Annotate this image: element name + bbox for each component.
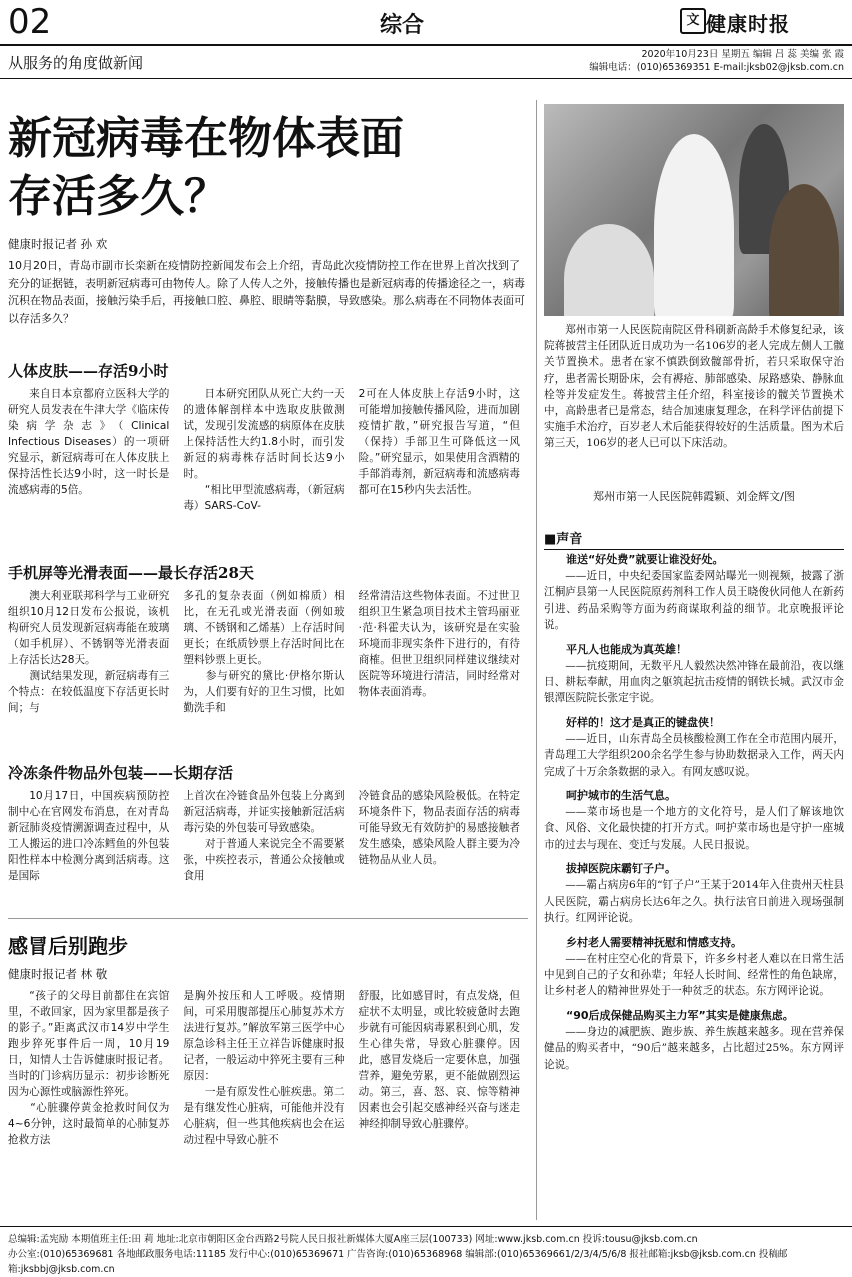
slogan: 从服务的角度做新闻	[8, 54, 144, 72]
section-skin-body	[8, 386, 520, 550]
article2-col-2: 是胸外按压和人工呼吸。疫情期间，可采用腹部提压心肺复苏术方法进行复苏。”解放军第三医学中心原急诊科主任王立祥告诉健康时报记者，一般运动中猝死主要有三种原因： 一是有原发性心脏疾患。第二是有继发性心脏病，可能他并没有心脏病，但一些其他疾病也会在运动过程中导致心脏不	[183, 990, 345, 1146]
newspaper-brand: 健康时报	[706, 12, 790, 36]
voice-title: 乡村老人需要精神抚慰和情感支持。	[566, 935, 742, 949]
news-photo	[544, 104, 844, 316]
voice-header: ■声音	[544, 528, 844, 550]
cold-col-1: 10月17日，中国疾病预防控制中心在官网发布消息，在对青岛新冠肺炎疫情溯源调查过程中，从工人搬运的进口冷冻鳕鱼的外包装阳性样本中检测分离到活病毒。这是国际	[8, 790, 170, 882]
photo-woman-figure	[769, 184, 839, 316]
voice-body: ——抗疫期间，无数平凡人毅然决然冲锋在最前沿，夜以继日、耕耘奉献，用血肉之躯筑起抗击疫情的钢铁长城。武汉市金银潭医院院长张定宇说。	[544, 659, 844, 705]
smooth-col-1: 澳大利亚联邦科学与工业研究组织10月12日发布公报说，该机构研究人员发现新冠病毒能在玻璃（如手机屏）、不锈钢等光滑表面上存活长达28天。 测试结果发现，新冠病毒有三个特点：在较低温度下存活更长时间；与	[8, 590, 170, 714]
date-line: 2020年10月23日 星期五 编辑 吕 蕊 美编 张 霞	[641, 49, 844, 60]
cold-col-2: 上首次在冷链食品外包装上分离到新冠活病毒，并证实接触新冠活病毒污染的外包装可导致感染。 对于普通人来说完全不需要紧张，中疾控表示，普通公众接触或食用	[183, 790, 345, 882]
footer-rule	[0, 1226, 852, 1227]
voice-item	[544, 715, 844, 780]
voice-body: ——在村庄空心化的背景下，许多乡村老人难以在日常生活中见到自己的子女和孙辈；年轻人长时间、经常性的角色缺席，让乡村老人的精神世界处于一种贫乏的状态。东方网评论说。	[544, 952, 844, 998]
photo-caption: 郑州市第一人民医院南院区骨科刷新高龄手术修复纪录，该院蒋披营主任团队近日成功为一名106岁的老人完成左侧人工髋关节置换术。患者在家不慎跌倒致髋部骨折，若只采取保守治疗，患者需长期卧床，会有褥疮、肺部感染、尿路感染、静脉血栓等并发症发生。蒋披营主任介绍，科室接诊的髋关节置换术中，高龄患者已是常态，结合加速康复理念，在科学评估前提下实施手术治疗，百岁老人术后能获得较好的生活质量。图为术后第三天，106岁的老人已可以下床活动。	[544, 324, 844, 450]
cold-col-3: 冷链食品的感染风险极低。在特定环境条件下，物品表面存活的病毒可能导致无有效防护的易感接触者发生感染，感染风险人群主要为冷链物品从业人员。	[358, 790, 520, 866]
masthead-info	[560, 48, 844, 74]
skin-col-2: 日本研究团队从死亡大约一天的遗体解剖样本中选取皮肤做测试，发现引发流感的病原体在皮肤上保持活性大约1.8小时，而引发新冠的病毒株存活时间长达9小时。 “相比甲型流感病毒，（新冠病毒）SARS-CoV-	[183, 388, 345, 512]
voice-item	[544, 861, 844, 926]
voice-title: “90后成保健品购买主力军”其实是健康焦虑。	[566, 1008, 794, 1022]
voice-title: 谁送“好处费”就要让谁没好处。	[566, 553, 724, 566]
voice-item	[544, 642, 844, 707]
voice-body: ——身边的减肥族、跑步族、养生族越来越多。现在营养保健品的购买者中，“90后”越来越多，占比超过25%。东方网评论说。	[544, 1025, 844, 1071]
article1-lede: 10月20日，青岛市副市长栾新在疫情防控新闻发布会上介绍，青岛此次疫情防控工作在世界上首次找到了充分的证据链，表明新冠病毒可由物传人。除了人传人之外，接触传播也是新冠病毒的传播途径之一，病毒沉积在物品表面，接触污染手后，再接触口腔、鼻腔、眼睛等黏膜，导致感染。那么病毒在不同物体表面可以存活多久？	[8, 259, 525, 325]
footer	[8, 1232, 848, 1277]
article1-headline	[8, 110, 528, 226]
photo-doctor-figure	[654, 134, 734, 316]
voice-title: 平凡人也能成为真英雄！	[566, 642, 687, 656]
photo-credit: 郑州市第一人民医院韩霞颖、刘金辉文/图	[593, 490, 795, 503]
article2-headline: 感冒后别跑步	[8, 934, 128, 958]
subhead-skin: 人体皮肤——存活9小时	[8, 362, 169, 380]
skin-col-3: 2可在人体皮肤上存活9小时，这可能增加接触传播风险，进而加剧疫情扩散，”研究报告写道，“但（保持）手部卫生可降低这一风险。”研究显示，如果使用含酒精的手部消毒剂，新冠病毒和流感病毒都可在15秒内失去活性。	[358, 388, 520, 496]
article-divider	[8, 918, 528, 919]
voice-item	[544, 552, 844, 634]
section-cold-body	[8, 788, 520, 912]
newspaper-logo-icon: 文	[680, 8, 706, 34]
voice-item	[544, 1008, 844, 1073]
voice-body: ——霸占病房6年的“钉子户”王某于2014年入住贵州天柱县人民医院，霸占病房长达6年之久。执行法官日前进入现场强制执行。红网评论说。	[544, 879, 844, 925]
subhead-cold: 冷冻条件物品外包装——长期存活	[8, 764, 234, 782]
article2-body	[8, 988, 520, 1216]
masthead-rule	[0, 44, 852, 46]
article2-byline: 健康时报记者 林 敬	[8, 967, 108, 981]
page-number: 02	[8, 2, 52, 42]
voice-title: 拔掉医院床霸钉子户。	[566, 862, 676, 876]
masthead-rule-2	[0, 78, 852, 79]
article2-col-3: 舒服，比如感冒时，有点发烧，但症状不太明显，或比较疲惫时去跑步就有可能因病毒累积到心肌，发生心律失常，导致心脏骤停。因此，感冒发烧后一定要休息，加强营养，避免劳累，更不能做剧烈运动。第三，喜、怒、哀、惊等精神因素也会引起交感神经兴奋与迷走神经抑制导致心脏骤停。	[358, 990, 520, 1130]
headline-line-2: 存活多久？	[8, 171, 228, 222]
editor-phone: 编辑电话：(010)65369351 E-mail:jksb02@jksb.com.cn	[589, 62, 844, 73]
skin-col-1: 来自日本京都府立医科大学的研究人员发表在牛津大学《临床传染病学杂志》（Clinical Infectious Diseases）的一项研究显示，新冠病毒可在人体皮肤上保持活性长达9小时，这一时长是流感病毒的5倍。	[8, 388, 170, 496]
column-divider	[536, 100, 537, 1220]
voice-item	[544, 935, 844, 1000]
article1-byline: 健康时报记者 孙 欢	[8, 237, 108, 251]
smooth-col-2: 多孔的复杂表面（例如棉质）相比，在无孔或光滑表面（例如玻璃、不锈钢和乙烯基）上存活时间更长；在纸质钞票上存活时间比在塑料钞票上更长。 参与研究的黛比·伊格尔斯认为，人们要有好的卫生习惯，比如勤洗手和	[183, 590, 345, 714]
voice-title: 好样的！这才是真正的键盘侠！	[566, 715, 720, 729]
footer-line-2: 办公室:(010)65369681 各地邮政服务电话:11185 发行中心:(010)65369671 广告咨询:(010)65368968 编辑部:(010)65369661/2/3/4/5/6/8 报社邮箱:jksb@jksb.com.cn 投稿邮箱:jksbbj@jksb.com.cn	[8, 1249, 788, 1275]
photo-patient-figure	[564, 224, 654, 316]
subhead-smooth: 手机屏等光滑表面——最长存活28天	[8, 564, 254, 582]
article2-col-1: “孩子的父母目前都住在宾馆里，不敢回家，因为家里都是孩子的影子。”距离武汉市14岁中学生跑步猝死事件后一周，10月19日，知情人士告诉健康时报记者。当时的门诊病历显示：初步诊断死因为心源性或脑源性猝死。 “心脏骤停黄金抢救时间仅为4~6分钟，这时最简单的心肺复苏抢救方法	[8, 990, 170, 1146]
smooth-col-3: 经常清洁这些物体表面。不过世卫组织卫生紧急项目技术主管玛丽亚·范·科霍夫认为，该研究是在实验环境而非现实条件下进行的，有待商榷。但世卫组织同样建议继续对医院等环境进行清洁，同时经常对物体表面消毒。	[358, 590, 520, 698]
footer-line-1: 总编辑:孟宪励 本期值班主任:田 莉 地址:北京市朝阳区金台西路2号院人民日报社新媒体大厦A座三层(100733) 网址:www.jksb.com.cn 投诉:tousu@jksb.com.cn	[8, 1234, 698, 1245]
voice-title: 呵护城市的生活气息。	[566, 789, 676, 803]
voice-list	[544, 552, 844, 1081]
voice-body: ——菜市场也是一个地方的文化符号，是人们了解该地饮食、风俗、文化最快捷的打开方式。呵护菜市场也是守护一座城市的过去与现在、变迁与发展。人民日报说。	[544, 806, 844, 851]
voice-body: ——近日，山东青岛全员核酸检测工作在全市范围内展开，青岛理工大学组织200余名学生参与协助数据录入工作，两天内完成了十万余条数据的录入。有网友感叹说。	[544, 732, 844, 778]
section-title: 综合	[380, 12, 425, 38]
voice-item	[544, 788, 844, 853]
section-smooth-body	[8, 588, 520, 748]
voice-body: ——近日，中央纪委国家监委网站曝光一则视频，披露了浙江桐庐县第一人民医院原药剂科工作人员王晓俊伙同他人在新药引进、药品采购等方面为药商谋取利益的细节。北京晚报评论说。	[544, 570, 844, 632]
headline-line-1: 新冠病毒在物体表面	[8, 113, 404, 164]
